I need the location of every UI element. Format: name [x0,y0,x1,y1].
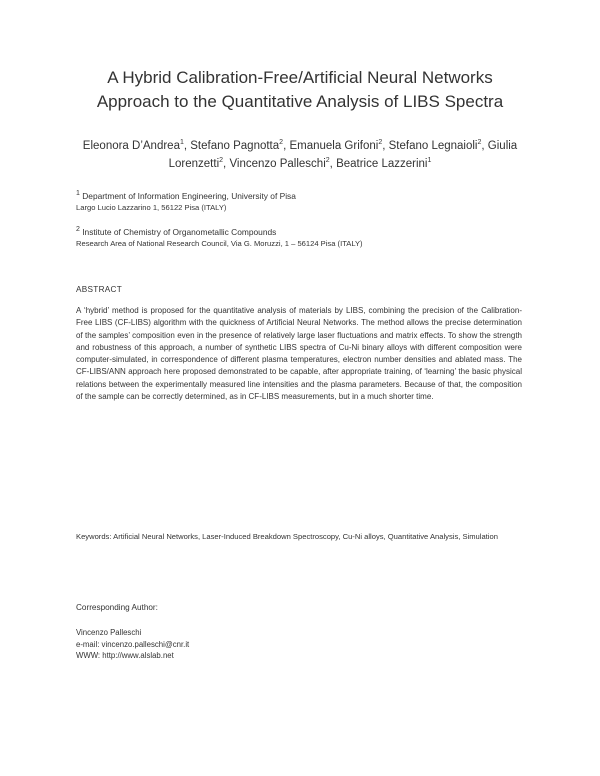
author-separator: , [329,158,337,170]
abstract-heading: ABSTRACT [76,285,123,294]
author [289,140,388,152]
author-affiliation-number: 2 [219,157,224,165]
author-name: Giulia Lorenzetti [168,140,518,170]
affiliation-2-address: Research Area of National Research Council, Via G. Moruzzi, 1 – 56124 Pisa (ITALY) [76,239,363,248]
paper-title-line-2: Approach to the Quantitative Analysis of LIBS Spectra [96,92,504,111]
author-separator: , [183,140,191,152]
affiliation-1-address: Largo Lucio Lazzarino 1, 56122 Pisa (ITALY) [76,203,227,212]
author-affiliation-number: 2 [378,139,383,147]
author [190,140,289,152]
author-name: Stefano Legnaioli [388,140,478,152]
contact-email: e-mail: vincenzo.palleschi@cnr.it [76,639,190,649]
author-name: Vincenzo Palleschi [229,158,326,170]
author-separator: , [481,140,488,152]
affiliation-2 [76,226,536,250]
author [83,140,190,152]
author-separator: , [382,140,389,152]
contact-name: Vincenzo Palleschi [76,628,142,637]
author-affiliation-number: 2 [279,139,284,147]
abstract-text: A ‘hybrid’ method is proposed for the quantitative analysis of materials by LIBS, combining the precision of the Calibration-Free LIBS (CF-LIBS) algorithm with the quickness of Artificial Neural Networks. The method allows the precise determination of the samples’ composition even in the presence of relatively large laser fluctuations and matrix effects. To show the strength and robustness of this approach, a number of synthetic LIBS spectra of Cu-Ni binary alloys with different composition were computer-simulated, in correspondence of different plasma temperatures, electron number densities and ablated mass. The CF-LIBS/ANN approach here proposed demonstrated to be capable, after appropriate training, of ‘learning’ the basic physical relations between the experimentally measured line intensities and the plasma parameters. Because of that, the composition of the sample can be correctly determined, as in CF-LIBS measurements, but in a much shorter time. [76,306,522,402]
author-name: Stefano Pagnotta [190,140,280,152]
author-affiliation-number: 1 [427,157,432,165]
paper-title-line-1: A Hybrid Calibration-Free/Artificial Neural Networks [107,68,493,87]
author-affiliation-number: 2 [325,157,330,165]
affiliation-1-name: Department of Information Engineering, University of Pisa [79,191,296,201]
affiliation-1-number: 1 [76,190,80,198]
author-separator: , [223,158,230,170]
contact-block [76,627,189,662]
author [389,140,488,152]
paper-title [60,66,540,114]
affiliation-2-name: Institute of Chemistry of Organometallic Compounds [79,227,277,237]
author-name: Beatrice Lazzerini [336,158,428,170]
author [336,158,431,170]
corresponding-author-heading: Corresponding Author: [76,603,158,612]
author [229,158,336,170]
author-list [78,137,522,173]
affiliation-1 [76,190,536,214]
author-name: Eleonora D’Andrea [82,140,180,152]
author-separator: , [283,140,290,152]
affiliation-2-number: 2 [76,226,80,234]
contact-website: WWW: http://www.alslab.net [76,651,174,660]
keywords: Keywords: Artificial Neural Networks, Laser-Induced Breakdown Spectroscopy, Cu-Ni alloys, Quantitative Analysis, Simulation [76,532,498,541]
author-affiliation-number: 2 [477,139,482,147]
author-affiliation-number: 1 [179,139,184,147]
author-name: Emanuela Grifoni [289,140,379,152]
